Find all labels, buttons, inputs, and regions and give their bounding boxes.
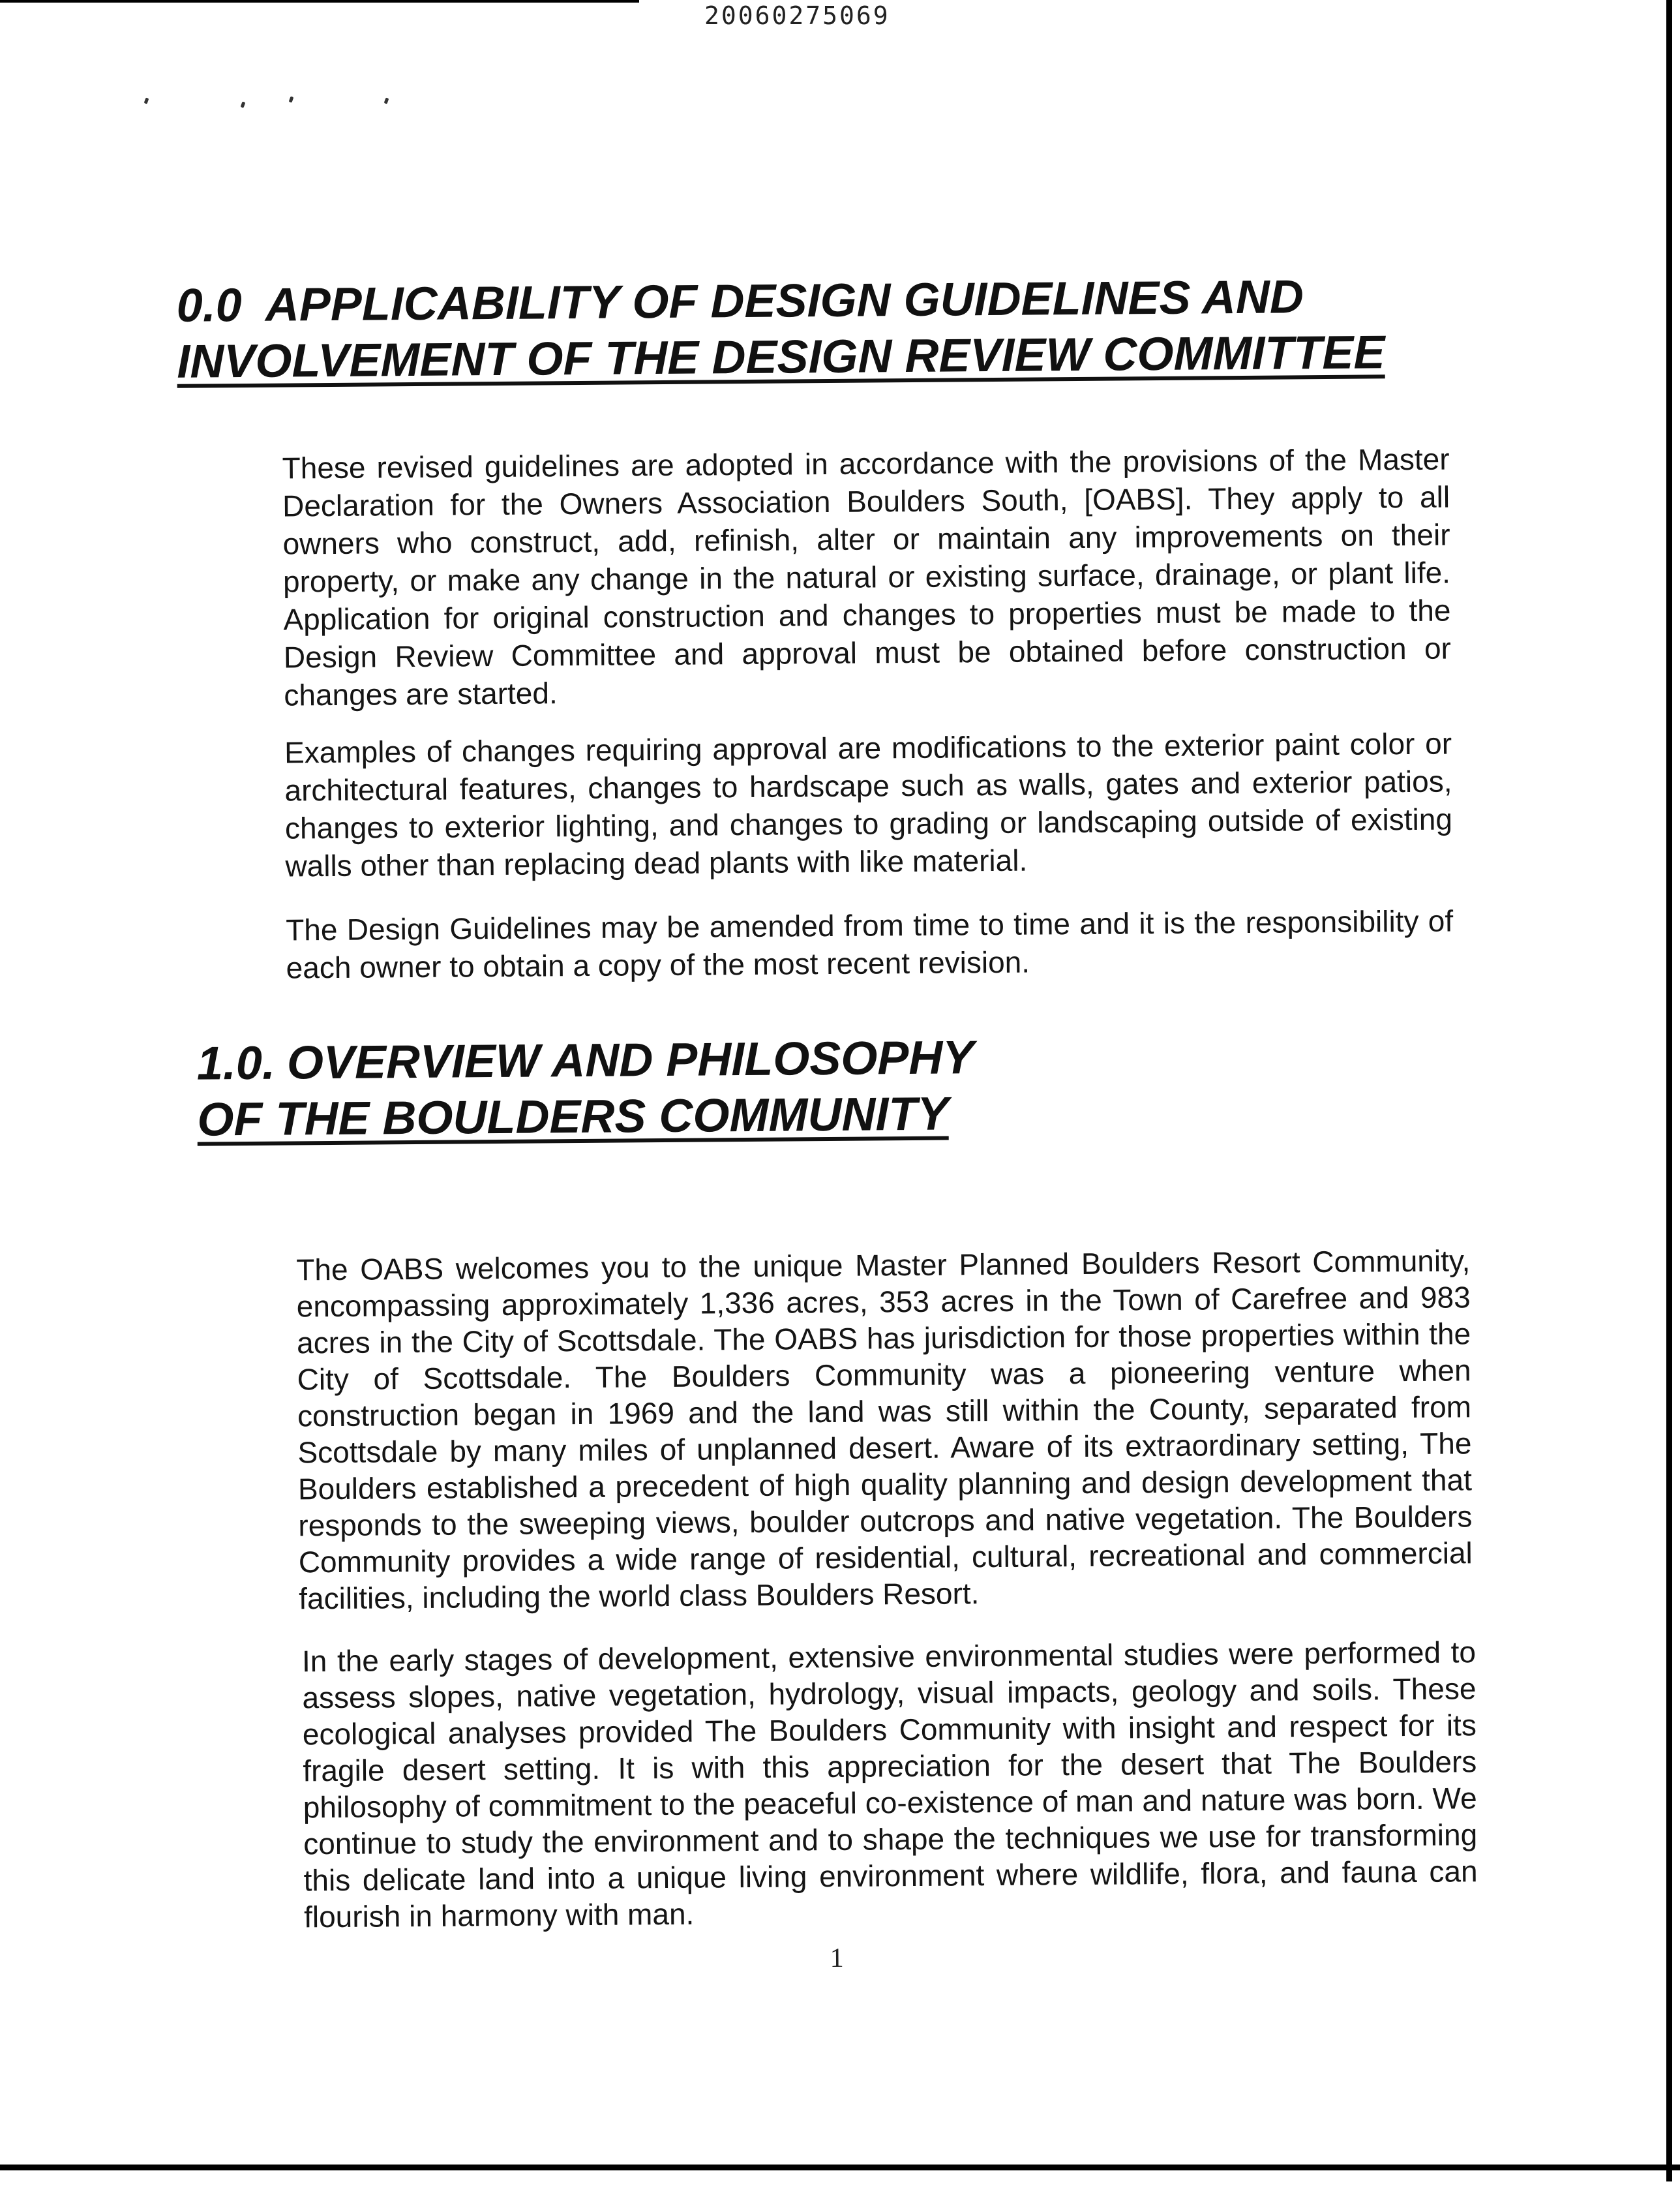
section-1-heading [196, 1029, 974, 1147]
section-0-paragraph-3: The Design Guidelines may be amended from time to time and it is the responsibility of each owner to obtain a copy of the most recent revision. [286, 904, 1454, 985]
section-0-heading [176, 268, 1385, 390]
section-1-paragraph-2: In the early stages of development, extensive environmental studies were performed to assess slopes, native vegetation, hydrology, visual impacts, geology and soils. These ecological analyses provided The Boulders Community with insight and respect for its fragile desert setting. It is with this appreciation for the desert that The Boulders philosophy of commitment to the peaceful co-existence of man and nature was born. We continue to study the environment and to shape the techniques we use for transforming this delicate land into a unique living environment where wildlife, flora, and fauna can flourish in harmony with man. [301, 1635, 1478, 1934]
document-id: 20060275069 [704, 1, 890, 30]
section-0-paragraph-2: Examples of changes requiring approval are modifications to the exterior paint color or architectural features, changes to hardscape such as walls, gates and exterior patios, changes to exterior lighting, and changes to grading or landscaping outside of existing walls other than replacing dead plants with like material. [284, 726, 1453, 883]
section-1-title-line2: OF THE BOULDERS COMMUNITY [197, 1087, 949, 1146]
section-0-title-line2: INVOLVEMENT OF THE DESIGN REVIEW COMMITTEE [177, 326, 1385, 388]
section-1-title-line1: OVERVIEW AND PHILOSOPHY [286, 1031, 974, 1089]
scan-right-border [1666, 0, 1672, 2181]
section-1-number: 1.0. [196, 1037, 276, 1090]
section-0-title-line1: APPLICABILITY OF DESIGN GUIDELINES AND [265, 271, 1304, 331]
page-number: 1 [830, 1943, 844, 1974]
section-0-number: 0.0 [176, 279, 243, 332]
section-1-paragraph-1: The OABS welcomes you to the unique Master Planned Boulders Resort Community, encompassing approximately 1,336 acres, 353 acres in the Town of Carefree and 983 acres in the City of Scottsdale. The OABS has jurisdiction for those properties within the City of Scottsdale. The Boulders Community was a pioneering venture when construction began in 1969 and the land was still within the County, separated from Scottsdale by many miles of unplanned desert. Aware of its extraordinary setting, The Boulders established a precedent of high quality planning and design development that responds to the sweeping views, boulder outcrops and native vegetation. The Boulders Community provides a wide range of residential, cultural, recreational and commercial facilities, including the world class Boulders Resort. [296, 1243, 1473, 1616]
section-0-paragraph-1: These revised guidelines are adopted in accordance with the provisions of the Master Declaration for the Owners Association Boulders South, [OABS]. They apply to all owners who construct, add, refinish, alter or maintain any improvements on their property, or make any change in the natural or existing surface, drainage, or plant life. Application for original construction and changes to properties must be made to the Design Review Committee and approval must be obtained before construction or changes are started. [282, 442, 1452, 712]
scan-bottom-border [0, 2165, 1680, 2170]
